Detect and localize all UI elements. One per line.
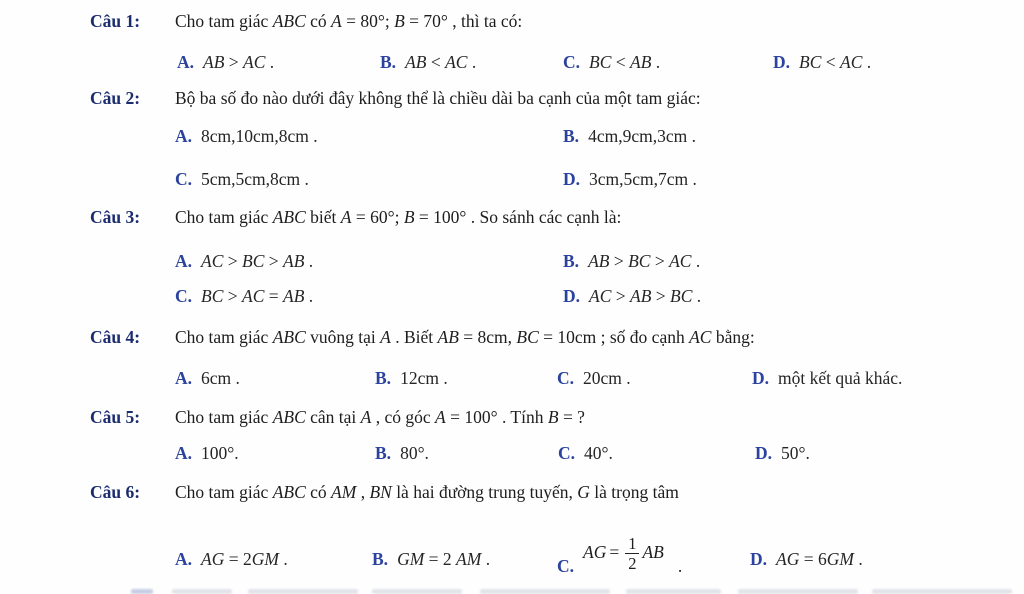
q3-option-d-value: AC > AB > BC . <box>589 286 702 306</box>
q6c-fraction-denominator: 2 <box>628 554 637 574</box>
question-5-options <box>0 443 1024 469</box>
q6-option-a-letter: A. <box>175 549 193 569</box>
q6c-period: . <box>677 555 683 576</box>
q6c-equals-sign: = <box>609 541 620 562</box>
q6-option-a <box>175 549 288 570</box>
q5-option-d-letter: D. <box>755 443 773 463</box>
q6-option-c-letter: C. <box>557 555 575 576</box>
q1-option-d-value: BC < AC . <box>799 52 872 72</box>
question-3-text: Cho tam giác ABC biết A = 60°; B = 100° . So sánh các cạnh là: <box>175 207 622 227</box>
q2-option-c <box>175 169 309 190</box>
q6-option-a-value: AG = 2GM . <box>201 549 288 569</box>
question-3-options-row1 <box>0 251 1024 277</box>
q1-option-b-value: AB < AC . <box>405 52 477 72</box>
q2-option-a-value: 8cm,10cm,8cm . <box>201 126 318 146</box>
question-4-heading <box>90 327 1010 349</box>
q5-option-b-letter: B. <box>375 443 392 463</box>
q2-option-d-letter: D. <box>563 169 581 189</box>
q3-option-b-value: AB > BC > AC . <box>588 251 701 271</box>
q4-option-b-letter: B. <box>375 368 392 388</box>
q2-option-c-letter: C. <box>175 169 193 189</box>
q3-option-c <box>175 286 313 307</box>
q3-option-a-letter: A. <box>175 251 193 271</box>
q1-option-c-value: BC < AB . <box>589 52 661 72</box>
question-4-number: Câu 4: <box>90 327 141 347</box>
q6c-lhs-variable: AG <box>583 541 607 562</box>
q2-option-a-letter: A. <box>175 126 193 146</box>
q4-option-c-letter: C. <box>557 368 575 388</box>
q5-option-a-value: 100°. <box>201 443 239 463</box>
q1-option-a <box>177 52 274 73</box>
question-1-options <box>0 52 1024 78</box>
q2-option-a <box>175 126 318 147</box>
q5-option-b <box>375 443 429 464</box>
q6-option-b-letter: B. <box>372 549 389 569</box>
q4-option-c-value: 20cm . <box>583 368 631 388</box>
question-6-heading <box>90 482 1010 504</box>
q3-option-d <box>563 286 701 307</box>
q4-option-b-value: 12cm . <box>400 368 448 388</box>
q5-option-c-value: 40°. <box>584 443 613 463</box>
question-5-number: Câu 5: <box>90 407 141 427</box>
q3-option-a-value: AC > BC > AB . <box>201 251 314 271</box>
q6-option-d-value: AG = 6GM . <box>776 549 863 569</box>
q2-option-d-value: 3cm,5cm,7cm . <box>589 169 697 189</box>
q3-option-a <box>175 251 313 272</box>
q6-option-d <box>750 549 863 570</box>
q2-option-b-letter: B. <box>563 126 580 146</box>
q5-option-d <box>755 443 810 464</box>
q4-option-d <box>752 368 902 389</box>
q2-option-b <box>563 126 696 147</box>
question-1-number: Câu 1: <box>90 11 141 31</box>
question-6-number: Câu 6: <box>90 482 141 502</box>
question-5-heading <box>90 407 1010 429</box>
q6c-fraction-numerator: 1 <box>625 535 639 554</box>
q4-option-c <box>557 368 631 389</box>
q6-option-b-value: GM = 2 AM . <box>397 549 491 569</box>
q6c-fraction <box>625 535 639 573</box>
question-2-number: Câu 2: <box>90 88 141 108</box>
q1-option-d-letter: D. <box>773 52 791 72</box>
question-3-number: Câu 3: <box>90 207 141 227</box>
q5-option-c <box>558 443 613 464</box>
q4-option-a-letter: A. <box>175 368 193 388</box>
cut-off-label-smudge <box>131 589 153 594</box>
q5-option-b-value: 80°. <box>400 443 429 463</box>
q3-option-c-letter: C. <box>175 286 193 306</box>
question-3-heading <box>90 207 1010 229</box>
q4-option-b <box>375 368 448 389</box>
q1-option-a-value: AB > AC . <box>203 52 275 72</box>
question-6-text: Cho tam giác ABC có AM , BN là hai đường trung tuyến, G là trọng tâm <box>175 482 679 502</box>
q3-option-b-letter: B. <box>563 251 580 271</box>
q1-option-b <box>380 52 476 73</box>
q5-option-d-value: 50°. <box>781 443 810 463</box>
q1-option-c <box>563 52 660 73</box>
q5-option-c-letter: C. <box>558 443 576 463</box>
q5-option-a-letter: A. <box>175 443 193 463</box>
question-2-options-row2 <box>0 169 1024 195</box>
q4-option-a-value: 6cm . <box>201 368 240 388</box>
q1-option-b-letter: B. <box>380 52 397 72</box>
q6-option-c <box>557 534 683 587</box>
question-2-options-row1 <box>0 126 1024 152</box>
q4-option-a <box>175 368 240 389</box>
q1-option-d <box>773 52 871 73</box>
question-4-options <box>0 368 1024 394</box>
question-1-heading <box>90 11 1010 33</box>
q3-option-b <box>563 251 700 272</box>
q6-option-d-letter: D. <box>750 549 768 569</box>
cut-off-text-line <box>0 587 1024 594</box>
question-6-options <box>0 534 1024 576</box>
q2-option-c-value: 5cm,5cm,8cm . <box>201 169 309 189</box>
question-5-text: Cho tam giác ABC cân tại A , có góc A = 100° . Tính B = ? <box>175 407 585 427</box>
q6-option-b <box>372 549 490 570</box>
q1-option-c-letter: C. <box>563 52 581 72</box>
q6c-rhs-variable: AB <box>642 541 664 562</box>
q3-option-c-value: BC > AC = AB . <box>201 286 314 306</box>
question-2-heading <box>90 88 1010 110</box>
question-1-text: Cho tam giác ABC có A = 80°; B = 70° , thì ta có: <box>175 11 523 31</box>
q2-option-d <box>563 169 697 190</box>
question-4-text: Cho tam giác ABC vuông tại A . Biết AB = 8cm, BC = 10cm ; số đo cạnh AC bằng: <box>175 327 755 347</box>
q4-option-d-letter: D. <box>752 368 770 388</box>
q6-option-c-fraction-expression <box>583 535 664 573</box>
q5-option-a <box>175 443 239 464</box>
q3-option-d-letter: D. <box>563 286 581 306</box>
q4-option-d-value: một kết quả khác. <box>778 368 903 388</box>
q1-option-a-letter: A. <box>177 52 195 72</box>
question-3-options-row2 <box>0 286 1024 312</box>
q2-option-b-value: 4cm,9cm,3cm . <box>588 126 696 146</box>
question-2-text: Bộ ba số đo nào dưới đây không thể là chiều dài ba cạnh của một tam giác: <box>175 88 701 108</box>
